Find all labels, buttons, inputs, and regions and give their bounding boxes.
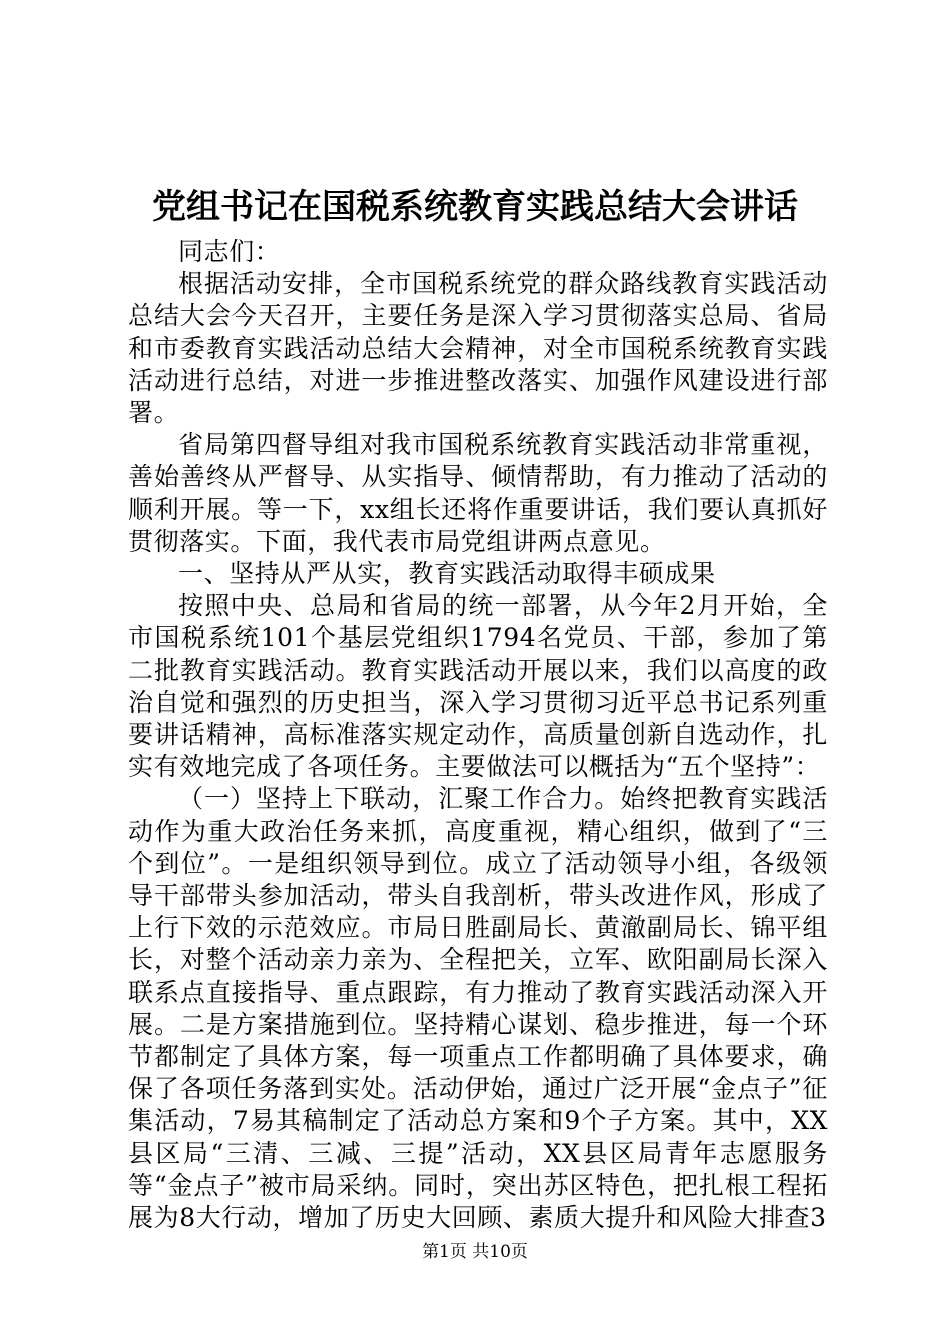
document-body (128, 236, 828, 1234)
body-paragraph: 省局第四督导组对我市国税系统教育实践活动非常重视，善始善终从严督导、从实指导、倾情帮助，有力推动了活动的顺利开展。等一下，xx组长还将作重要讲话，我们要认真抓好贯彻落实。下面，我代表市局党组讲两点意见。 (128, 430, 828, 556)
page-footer: 第1页 共10页 (422, 1242, 528, 1262)
body-paragraph: 按照中央、总局和省局的统一部署，从今年2月开始，全市国税系统101个基层党组织1794名党员、干部，参加了第二批教育实践活动。教育实践活动开展以来，我们以高度的政治自觉和强烈的历史担当，深入学习贯彻习近平总书记系列重要讲话精神，高标准落实规定动作，高质量创新自选动作，扎实有效地完成了各项任务。主要做法可以概括为“五个坚持”： (128, 591, 828, 782)
body-paragraph: （一）坚持上下联动，汇聚工作合力。始终把教育实践活动作为重大政治任务来抓，高度重视，精心组织，做到了“三个到位”。一是组织领导到位。成立了活动领导小组，各级领导干部带头参加活动，带头自我剖析，带头改进作风，形成了上行下效的示范效应。市局日胜副局长、黄澈副局长、锦平组长，对整个活动亲力亲为、全程把关，立军、欧阳副局长深入联系点直接指导、重点跟踪，有力推动了教育实践活动深入开展。二是方案措施到位。坚持精心谋划、稳步推进，每一个环节都制定了具体方案，每一项重点工作都明确了具体要求，确保了各项任务落到实处。活动伊始，通过广泛开展“金点子”征集活动，7易其稿制定了活动总方案和9个子方案。其中，XX县区局“三清、三减、三提”活动，XX县区局青年志愿服务等“金点子”被市局采纳。同时，突出苏区特色，把扎根工程拓展为8大行动，增加了历史大回顾、素质大提升和风险大排查3 (128, 784, 828, 1233)
body-paragraph: 根据活动安排，全市国税系统党的群众路线教育实践活动总结大会今天召开，主要任务是深入学习贯彻落实总局、省局和市委教育实践活动总结大会精神，对全市国税系统教育实践活动进行总结，对进一步推进整改落实、加强作风建设进行部署。 (128, 269, 828, 428)
document-title: 党组书记在国税系统教育实践总结大会讲话 (152, 187, 798, 227)
section-heading: 一、坚持从严从实，教育实践活动取得丰硕成果 (178, 559, 716, 589)
salutation-paragraph: 同志们： (178, 237, 281, 266)
